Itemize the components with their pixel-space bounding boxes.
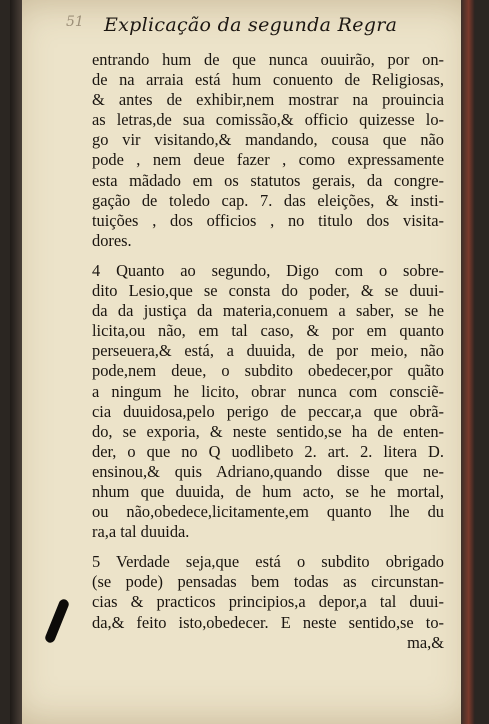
text-line: cia duuidosa,pelo perigo de peccar,a que obrã- bbox=[92, 401, 444, 421]
text-line: licita,ou não, em tal caso, & por em quanto bbox=[92, 321, 444, 341]
text-line: pode,nem deue, o subdito obedecer,por quãto bbox=[92, 361, 444, 381]
text-line: ou não,obedece,licitamente,em quanto lhe du bbox=[92, 502, 444, 522]
text-line: cias & practicos principios,a depor,a tal duui- bbox=[92, 592, 444, 612]
text-line: as letras,de sua comissão,& officio quizesse lo- bbox=[92, 110, 444, 130]
text-line: 4 Quanto ao segundo, Digo com o sobre- bbox=[92, 260, 444, 280]
text-line: dores. bbox=[92, 230, 132, 250]
running-header: Explicação da segunda Regra bbox=[104, 14, 398, 36]
text-line: pode , nem deue fazer , como expressamente bbox=[92, 150, 444, 170]
text-line: a ningum he licito, obrar nunca com consciẽ- bbox=[92, 381, 444, 401]
text-line: der, o que no Q uodlibeto 2. art. 2. litera D. bbox=[92, 441, 444, 461]
text-line: nhum que duuida, de hum acto, se he mortal, bbox=[92, 481, 444, 501]
text-line: do, se exporia, & neste sentido,se ha de enten- bbox=[92, 421, 444, 441]
paragraph-gap bbox=[92, 542, 444, 552]
text-line: da da justiça da materia,conuem a saber, se he bbox=[92, 301, 444, 321]
text-line: gação de toledo cap. 7. das eleições, & insti- bbox=[92, 190, 444, 210]
text-line: (se pode) pensadas bem todas as circunstan- bbox=[92, 572, 444, 592]
text-line: go vir visitando,& mandando, cousa que não bbox=[92, 130, 444, 150]
text-line: ra,a tal duuida. bbox=[92, 522, 190, 542]
text-line: esta mãdado em os statutos gerais, da congre- bbox=[92, 170, 444, 190]
text-line: tuições , dos officios , no titulo dos visita- bbox=[92, 210, 444, 230]
folio-number: 51 bbox=[66, 14, 84, 30]
body-text bbox=[92, 50, 444, 653]
text-line: de na arraia está hum conuento de Religiosas, bbox=[92, 70, 444, 90]
page-edge-binding bbox=[461, 0, 475, 724]
page-gutter-shadow bbox=[10, 0, 22, 724]
text-line: perseuera,& está, a duuida, de por meio, não bbox=[92, 341, 444, 361]
text-line: ma,& bbox=[407, 632, 444, 652]
ink-stroke-mark bbox=[44, 598, 71, 644]
book-page bbox=[10, 0, 475, 724]
text-line: ensinou,& quis Adriano,quando disse que ne- bbox=[92, 461, 444, 481]
text-line: dito Lesio,que se consta do poder, & se duui- bbox=[92, 281, 444, 301]
text-line: da,& feito isto,obedecer. E neste sentido,se to- bbox=[92, 612, 444, 632]
paragraph-gap bbox=[92, 251, 444, 261]
text-line: & antes de exhibir,nem mostrar na prouincia bbox=[92, 90, 444, 110]
text-line: entrando hum de que nunca ouuirão, por on- bbox=[92, 50, 444, 69]
text-line: 5 Verdade seja,que está o subdito obrigado bbox=[92, 552, 444, 572]
